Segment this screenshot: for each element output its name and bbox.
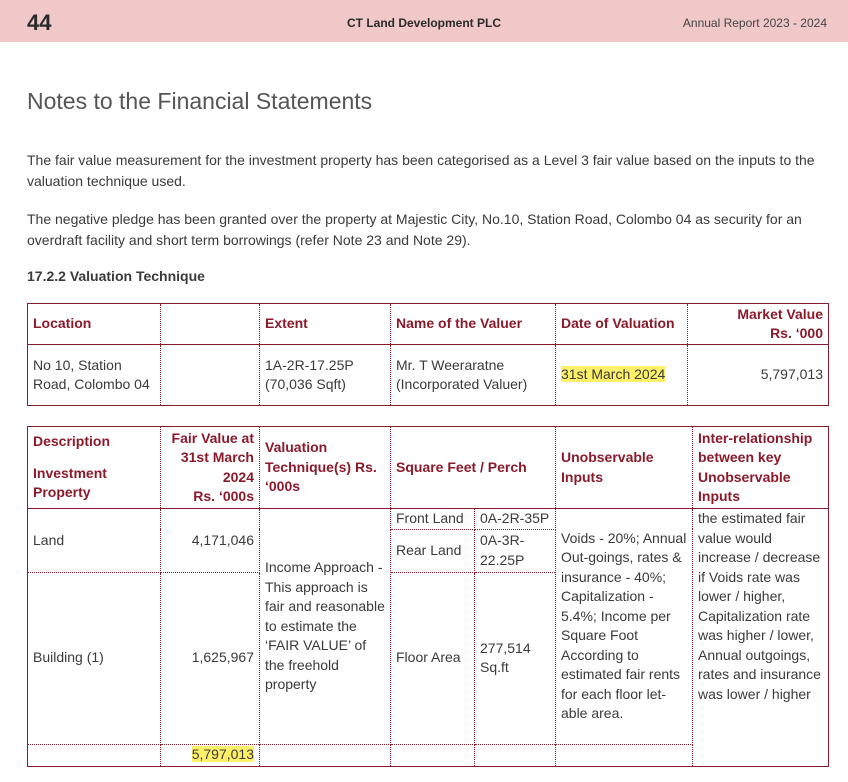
cell-total-blank-4 <box>475 744 556 766</box>
cell-rear-land-label: Rear Land <box>391 529 475 572</box>
valuation-table <box>27 303 829 406</box>
header-inputs: Unobservable Inputs <box>556 427 693 509</box>
header-technique: Valuation Technique(s) Rs. ‘000s <box>260 427 391 509</box>
header-fair-value-line1: Fair Value at 31st March 2024 <box>171 429 254 485</box>
cell-land-label: Land <box>28 509 161 573</box>
cell-extent <box>260 345 391 406</box>
header-market-value-line2: Rs. ‘000 <box>770 325 823 341</box>
cell-building-value: 1,625,967 <box>161 572 260 744</box>
table-header-row <box>28 427 829 509</box>
header-valuer: Name of the Valuer <box>391 304 556 345</box>
table-header-row <box>28 304 829 345</box>
page-title: Notes to the Financial Statements <box>27 88 373 114</box>
header-blank <box>161 304 260 345</box>
cell-blank <box>161 345 260 406</box>
cell-land-value: 4,171,046 <box>161 509 260 573</box>
cell-inputs: Voids - 20%; Annual Out-goings, rates & insurance - 40%; Capitalization - 5.4%; Income per Square Foot According to estimated fair rents for each floor let-able area. <box>556 509 693 745</box>
cell-extent-line1: 1A-2R-17.25P <box>265 356 354 373</box>
header-market-value-line1: Market Value <box>737 305 823 322</box>
cell-front-land-value: 0A-2R-35P <box>475 509 556 530</box>
header-market-value <box>688 304 829 345</box>
paragraph-negative-pledge: The negative pledge has been granted over the property at Majestic City, No.10, Station Road, Colombo 04 as security for an overdraft facility and short term borrowings (refer Note 23 and Note 29). <box>27 211 802 248</box>
header-fair-value-line2: Rs. ‘000s <box>193 488 254 504</box>
cell-location: No 10, Station Road, Colombo 04 <box>28 345 161 406</box>
cell-rear-land-value: 0A-3R-22.25P <box>475 529 556 572</box>
section-heading: 17.2.2 Valuation Technique <box>27 268 205 284</box>
cell-extent-line2: (70,036 Sqft) <box>265 376 346 392</box>
page-number: 44 <box>27 10 52 35</box>
company-name: CT Land Development PLC <box>346 16 501 30</box>
cell-date <box>556 345 688 406</box>
highlighted-date: 31st March 2024 <box>561 366 666 383</box>
report-title: Annual Report 2023 - 2024 <box>682 16 827 30</box>
header-interrelationship: Inter-relationship between key Unobservable Inputs <box>693 427 829 509</box>
cell-floor-area-label: Floor Area <box>391 572 475 744</box>
table-row <box>28 345 829 406</box>
header-square-feet: Square Feet / Perch <box>391 427 556 509</box>
cell-floor-area-value: 277,514 Sq.ft <box>475 572 556 744</box>
table-row-land <box>28 509 829 530</box>
cell-valuer <box>391 345 556 406</box>
cell-front-land-label: Front Land <box>391 509 475 530</box>
page-header <box>0 0 848 42</box>
cell-interrelationship: the estimated fair value would increase / decrease if Voids rate was lower / higher, Capitalization rate was higher / lower, Annual outgoings, rates and insurance was lower / higher <box>693 509 829 767</box>
header-investment-property: Investment Property <box>33 464 107 501</box>
header-description-label: Description <box>33 433 111 450</box>
highlighted-total: 5,797,013 <box>191 746 254 763</box>
header-fair-value <box>161 427 260 509</box>
header-extent: Extent <box>260 304 391 345</box>
cell-valuer-line1: Mr. T Weeraratne <box>396 356 505 373</box>
inputs-table <box>27 426 829 767</box>
header-date: Date of Valuation <box>556 304 688 345</box>
cell-valuer-line2: (Incorporated Valuer) <box>396 376 528 392</box>
cell-total-blank <box>28 744 161 766</box>
header-location: Location <box>28 304 161 345</box>
header-description <box>28 427 161 509</box>
cell-total-blank-3 <box>391 744 475 766</box>
cell-total-blank-2 <box>260 744 391 766</box>
cell-building-label: Building (1) <box>28 572 161 744</box>
cell-total <box>161 744 260 766</box>
paragraph-fair-value: The fair value measurement for the investment property has been categorised as a Level 3 fair value based on the inputs to the valuation technique used. <box>27 152 815 189</box>
cell-technique: Income Approach - This approach is fair and reasonable to estimate the ‘FAIR VALUE’ of the freehold property <box>260 509 391 745</box>
cell-total-blank-5 <box>556 744 693 766</box>
cell-market-value: 5,797,013 <box>688 345 829 406</box>
